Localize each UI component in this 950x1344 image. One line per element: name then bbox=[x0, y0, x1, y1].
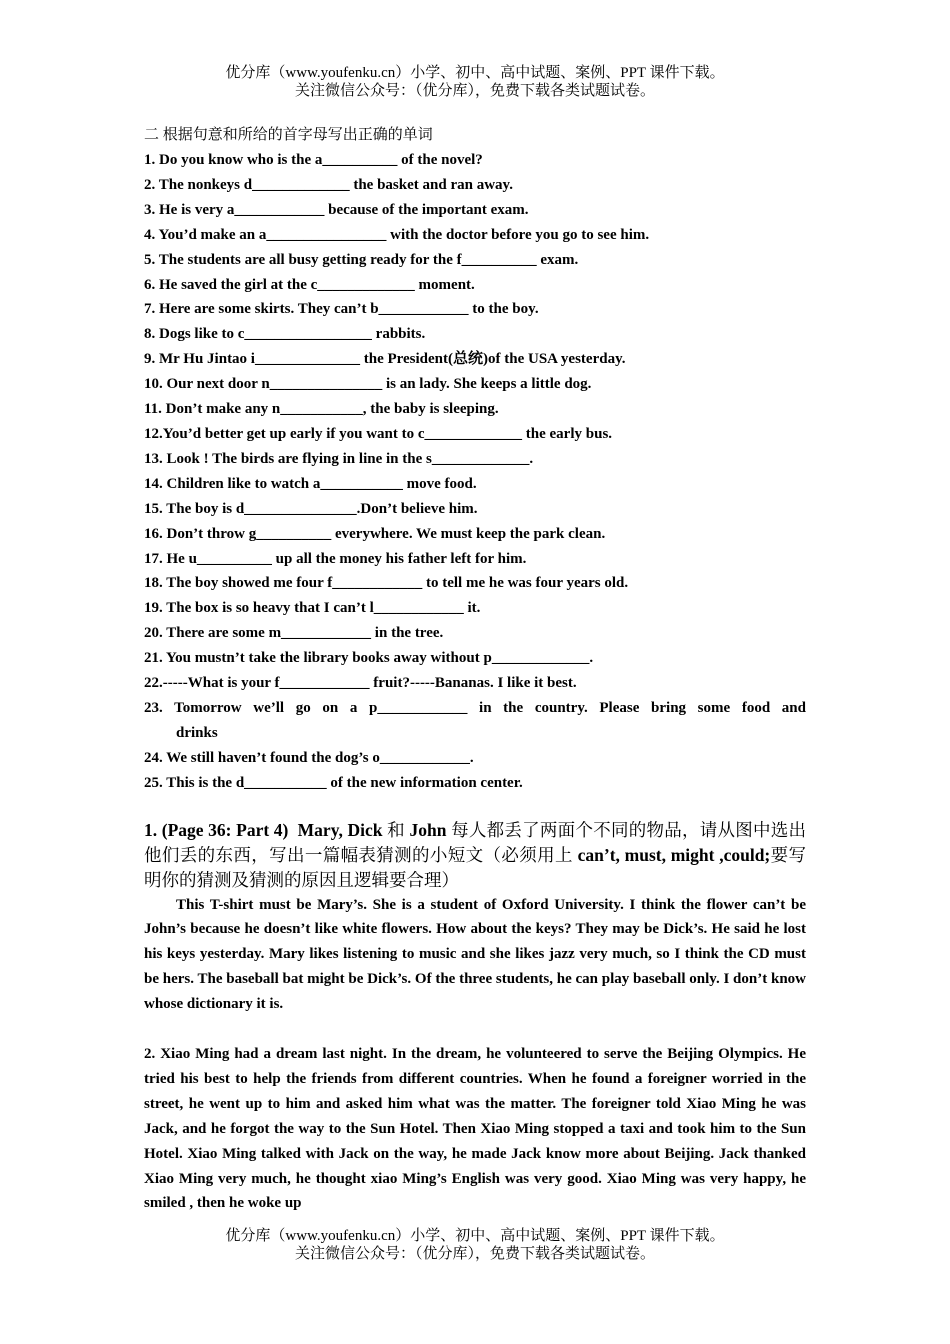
question-item: 7. Here are some skirts. They can’t b____________ to the boy. bbox=[144, 301, 539, 318]
question-item: 9. Mr Hu Jintao i______________ the President(总统)of the USA yesterday. bbox=[144, 351, 626, 368]
task1-names: Mary, Dick bbox=[297, 819, 383, 840]
question-25: 25. This is the d___________ of the new information center. bbox=[144, 774, 523, 791]
spacer bbox=[144, 1017, 806, 1042]
writing-task-1-answer: This T-shirt must be Mary’s. She is a student of Oxford University. I think the flower can’t be John’s because he doesn’t like white flowers. How about the keys? They may be Dick’s. He said he lost his keys yesterday. Mary likes listening to music and she likes jazz very much, so I think the CD must be hers. The baseball bat might be Dick’s. Of the three students, he can play baseball only. I don’t know whose dictionary it is. bbox=[144, 896, 806, 1013]
question-24: 24. We still haven’t found the dog’s o____________. bbox=[144, 749, 474, 766]
footer-line-1: 优分库（www.youfenku.cn）小学、初中、高中试题、案例、PPT 课件下载。 bbox=[225, 1228, 725, 1244]
page-header bbox=[0, 64, 950, 100]
question-item: 12.You’d better get up early if you want to c_____________ the early bus. bbox=[144, 425, 613, 442]
question-item: 19. The box is so heavy that I can’t l____________ it. bbox=[144, 600, 481, 617]
question-item: 11. Don’t make any n___________, the baby is sleeping. bbox=[144, 401, 499, 418]
task1-modals: can’t, must, might ,could; bbox=[577, 844, 771, 865]
writing-task-2-answer: 2. Xiao Ming had a dream last night. In the dream, he volunteered to serve the Beijing Olympics. He tried his best to help the friends from different countries. When he found a foreigner worried in the street, he went up to him and asked him what was the matter. The foreigner told Xiao Ming he was Jack, and he forgot the way to the Sun Hotel. Then Xiao Ming stopped a taxi and took him to the Sun Hotel. Xiao Ming talked with Jack on the way, he made Jack know more about Beijing. Jack thanked Xiao Ming very much, he thought xiao Ming’s English was very good. Xiao Ming was very happy, he smiled , then he woke up bbox=[144, 1045, 806, 1212]
question-23: 23. Tomorrow we’ll go on a p____________ in the country. Please bring some food and bbox=[144, 699, 806, 716]
question-item: 3. He is very a____________ because of the important exam. bbox=[144, 201, 529, 218]
footer-line-2: 关注微信公众号：（优分库），免费下载各类试题试卷。 bbox=[294, 1246, 655, 1262]
question-item: 2. The nonkeys d_____________ the basket and ran away. bbox=[144, 176, 513, 193]
question-item: 16. Don’t throw g__________ everywhere. We must keep the park clean. bbox=[144, 525, 606, 542]
question-item: 15. The boy is d_______________.Don’t believe him. bbox=[144, 500, 478, 517]
question-item: 20. There are some m____________ in the tree. bbox=[144, 625, 444, 642]
task1-instruction-end: 要写明你的猜测及猜测的原因且逻辑要合理） bbox=[144, 844, 807, 890]
writing-task-1-prompt bbox=[144, 818, 806, 893]
question-item: 18. The boy showed me four f____________ to tell me he was four years old. bbox=[144, 575, 629, 592]
task1-john: John bbox=[409, 819, 447, 840]
question-item: 13. Look ! The birds are flying in line in the s_____________. bbox=[144, 450, 534, 467]
question-item: 10. Our next door n_______________ is an lady. She keeps a little dog. bbox=[144, 376, 592, 393]
task1-label: 1. (Page 36: Part 4) bbox=[144, 819, 289, 840]
document-body bbox=[144, 123, 806, 1216]
question-item: 4. You’d make an a________________ with the doctor before you go to see him. bbox=[144, 226, 650, 243]
question-23-continuation: drinks bbox=[176, 724, 218, 741]
header-line-2: 关注微信公众号：（优分库），免费下载各类试题试卷。 bbox=[294, 83, 655, 99]
question-item: 8. Dogs like to c_________________ rabbits. bbox=[144, 326, 426, 343]
header-line-1: 优分库（www.youfenku.cn）小学、初中、高中试题、案例、PPT 课件下载。 bbox=[225, 65, 725, 81]
question-item: 5. The students are all busy getting ready for the f__________ exam. bbox=[144, 251, 579, 268]
task1-and: 和 bbox=[387, 819, 405, 840]
question-item: 21. You mustn’t take the library books away without p_____________. bbox=[144, 650, 594, 667]
section-title: 二 根据句意和所给的首字母写出正确的单词 bbox=[144, 127, 433, 143]
page-footer bbox=[0, 1227, 950, 1263]
question-item: 1. Do you know who is the a__________ of the novel? bbox=[144, 152, 483, 168]
question-item: 6. He saved the girl at the c_____________ moment. bbox=[144, 276, 475, 293]
question-item: 14. Children like to watch a___________ move food. bbox=[144, 475, 477, 492]
task1-instruction: 每人都丢了两面个不同的物品，请从图中选出他们丢的东西，写出一篇幅表猜测的小短文（必须用上 bbox=[144, 819, 807, 865]
question-list bbox=[144, 148, 806, 696]
question-item: 17. He u__________ up all the money his father left for him. bbox=[144, 550, 527, 567]
question-item: 22.-----What is your f____________ fruit?-----Bananas. I like it best. bbox=[144, 675, 577, 692]
